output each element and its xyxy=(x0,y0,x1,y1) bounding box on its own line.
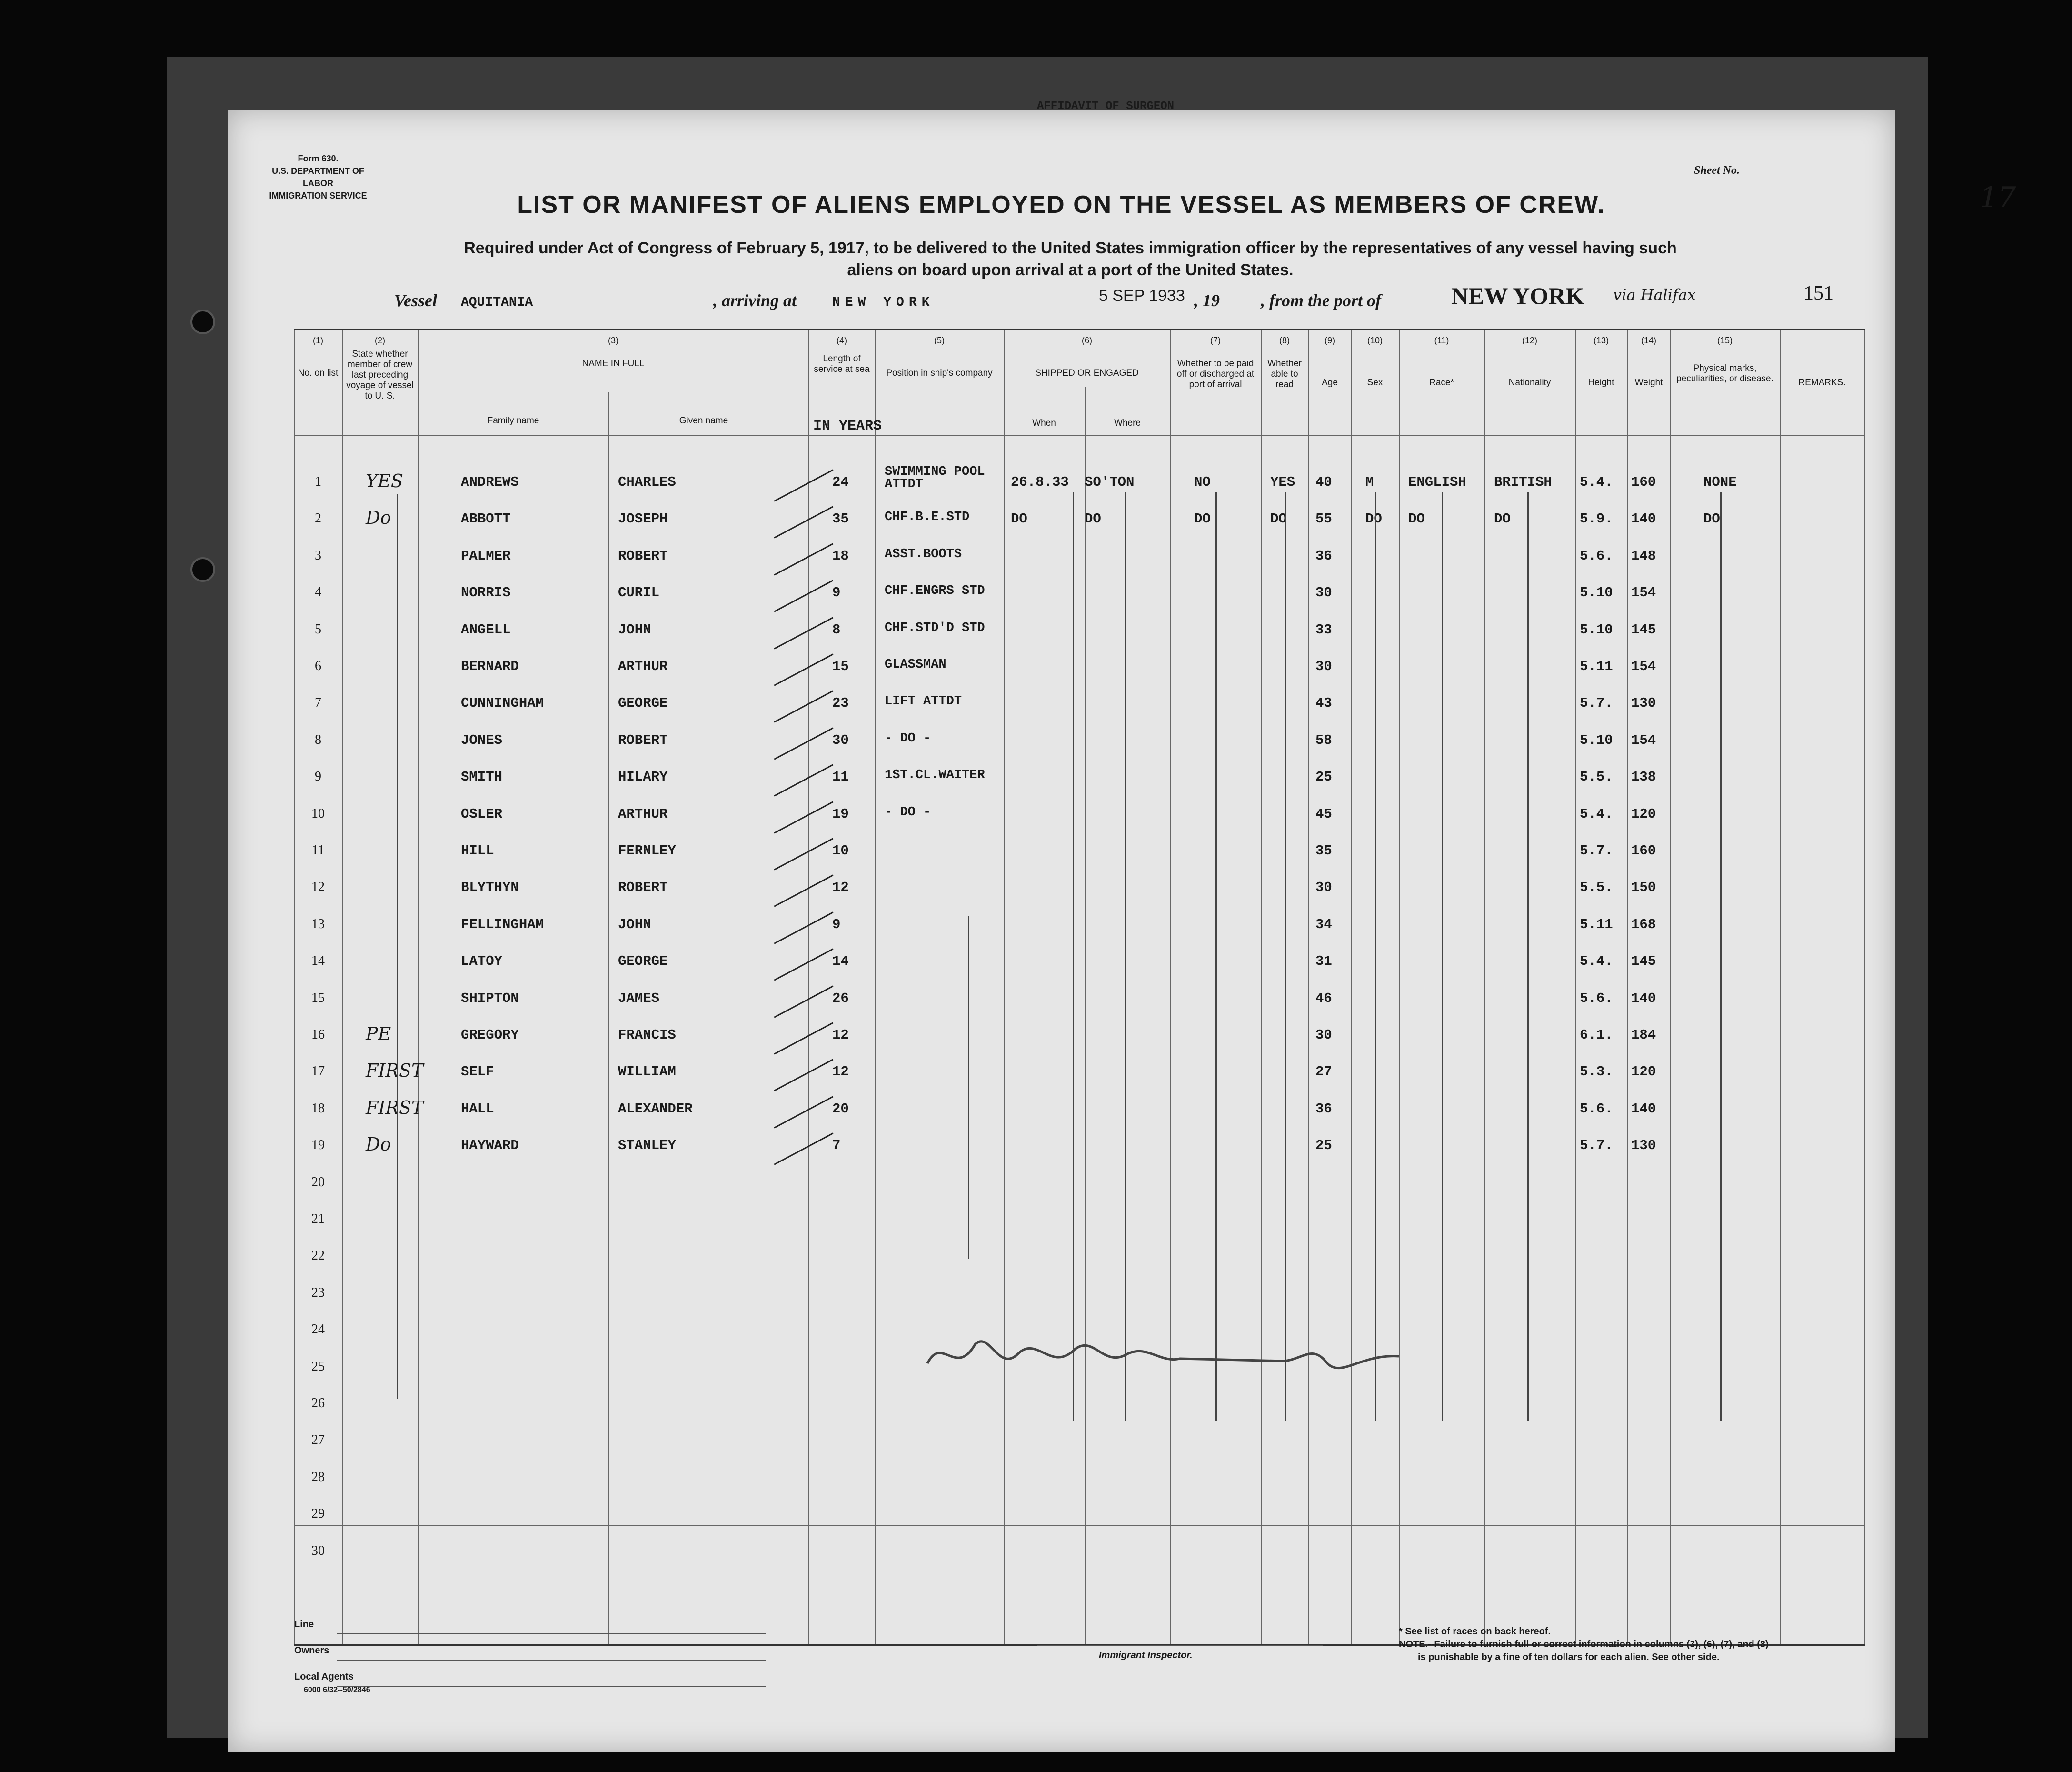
service-years: 14 xyxy=(832,953,849,970)
shipped-where: DO xyxy=(1085,511,1101,527)
row-number: 16 xyxy=(311,1027,325,1042)
check-stroke xyxy=(774,543,833,575)
height: 5.10 xyxy=(1580,621,1613,638)
service-years: 15 xyxy=(832,659,849,674)
ditto-line xyxy=(1442,492,1443,1421)
col-header-service: Length of service at sea xyxy=(814,354,870,374)
row-number: 2 xyxy=(315,511,321,526)
empty-row-number: 20 xyxy=(311,1174,325,1190)
ditto-line xyxy=(1285,492,1286,1421)
colnum-13: (13) xyxy=(1593,336,1609,345)
colnum-5: (5) xyxy=(934,336,945,345)
col-header-marks: Physical marks, peculiarities, or disease. xyxy=(1676,363,1773,384)
col-header-no: No. on list xyxy=(298,368,339,378)
weight: 120 xyxy=(1631,806,1656,822)
form-service: IMMIGRATION SERVICE xyxy=(269,191,367,200)
service-years: 30 xyxy=(832,732,849,748)
col-line xyxy=(1399,330,1400,1644)
age: 35 xyxy=(1315,843,1332,859)
col-header-family: Family name xyxy=(487,416,539,426)
footer-note-fine: is punishable by a fine of ten dollars for each alien. See other side. xyxy=(1418,1652,1720,1662)
row-number: 18 xyxy=(311,1101,325,1116)
footer-agents-label: Local Agents xyxy=(294,1672,354,1682)
footer-print-code: 6000 6/32--50/2846 xyxy=(304,1686,370,1694)
inspector-signature xyxy=(923,1325,1399,1392)
shipped-when: DO xyxy=(1011,511,1027,527)
given-name: ROBERT xyxy=(618,880,668,896)
from-port-stamp: NEW YORK xyxy=(1451,282,1584,309)
col-line xyxy=(418,330,419,1644)
col-header-prev-voyage: State whether member of crew last preceding voyage of vessel to U. S. xyxy=(346,349,414,401)
row-number: 4 xyxy=(315,585,321,600)
via-handwritten: via Halifax xyxy=(1613,286,1696,304)
footer-rule xyxy=(337,1686,766,1687)
paid-off: DO xyxy=(1194,511,1211,527)
check-stroke xyxy=(774,1133,833,1165)
height: 5.6. xyxy=(1580,990,1613,1006)
age: 45 xyxy=(1315,806,1332,822)
service-years: 19 xyxy=(832,806,849,822)
row-number: 7 xyxy=(315,695,321,711)
footer-line-label: Line xyxy=(294,1619,314,1630)
family-name: PALMER xyxy=(461,548,511,564)
ditto-line xyxy=(1215,492,1217,1421)
age: 30 xyxy=(1315,880,1332,896)
family-name: OSLER xyxy=(461,806,503,822)
family-name: CUNNINGHAM xyxy=(461,695,544,711)
col-header-paid-off: Whether to be paid off or discharged at port of arrival xyxy=(1176,359,1255,390)
empty-row-number: 30 xyxy=(311,1543,325,1558)
age: 33 xyxy=(1315,621,1332,638)
stamp-number: 151 xyxy=(1803,282,1833,304)
family-name: LATOY xyxy=(461,953,503,970)
year-label: , 19 xyxy=(1194,291,1220,310)
col-line xyxy=(875,330,876,1644)
sex: M xyxy=(1365,474,1374,490)
col-line xyxy=(1484,330,1485,1644)
given-name: JAMES xyxy=(618,990,660,1006)
sex: DO xyxy=(1365,511,1382,527)
given-name: STANLEY xyxy=(618,1138,676,1154)
family-name: JONES xyxy=(461,732,503,748)
col-line xyxy=(1575,330,1576,1644)
vessel-label: Vessel xyxy=(394,291,437,310)
position: LIFT ATTDT xyxy=(885,694,962,709)
weight: 130 xyxy=(1631,695,1656,711)
position: CHF.STD'D STD xyxy=(885,621,985,635)
age: 27 xyxy=(1315,1064,1332,1080)
row-number: 10 xyxy=(311,806,325,821)
row-number: 1 xyxy=(315,474,321,489)
colnum-7: (7) xyxy=(1210,336,1221,345)
col-line xyxy=(1864,330,1865,1644)
col-line xyxy=(1085,387,1086,1644)
col-header-position: Position in ship's company xyxy=(886,368,993,378)
col-line xyxy=(1308,330,1309,1644)
col-line xyxy=(808,330,809,1644)
check-stroke xyxy=(774,949,833,981)
footer-owners-label: Owners xyxy=(294,1645,329,1656)
footer-note-failure: NOTE.--Failure to furnish full or correct information in columns (3), (6), (7), and (8) xyxy=(1399,1639,1769,1650)
given-name: JOSEPH xyxy=(618,511,668,527)
given-name: JOHN xyxy=(618,916,651,932)
weight: 140 xyxy=(1631,1101,1656,1117)
given-name: FERNLEY xyxy=(618,843,676,859)
physical-marks: NONE xyxy=(1703,474,1737,490)
shipped-when: 26.8.33 xyxy=(1011,474,1069,490)
empty-row-number: 21 xyxy=(311,1211,325,1226)
manifest-sheet xyxy=(228,100,2016,1752)
previous-voyage: FIRST xyxy=(366,1097,424,1118)
given-name: GEORGE xyxy=(618,695,668,711)
check-stroke xyxy=(774,764,833,797)
col-line xyxy=(1351,330,1352,1644)
check-stroke xyxy=(774,985,833,1018)
punch-hole xyxy=(190,557,215,582)
shipped-where: SO'TON xyxy=(1085,474,1135,490)
empty-row-number: 29 xyxy=(311,1506,325,1522)
family-name: SELF xyxy=(461,1064,494,1080)
col-line xyxy=(1670,330,1671,1644)
previous-voyage: PE xyxy=(366,1023,391,1044)
age: 31 xyxy=(1315,953,1332,970)
age: 36 xyxy=(1315,1101,1332,1117)
arrival-date-stamp: 5 SEP 1933 xyxy=(1099,287,1185,305)
weight: 168 xyxy=(1631,916,1656,932)
family-name: BERNARD xyxy=(461,659,519,674)
row-number: 13 xyxy=(311,916,325,931)
service-years: 18 xyxy=(832,548,849,564)
age: 30 xyxy=(1315,585,1332,601)
race: DO xyxy=(1408,511,1425,527)
footer-inspector-label: Immigrant Inspector. xyxy=(1099,1650,1193,1661)
form-department: U.S. DEPARTMENT OF LABOR xyxy=(272,166,364,188)
age: 34 xyxy=(1315,916,1332,932)
ditto-line xyxy=(1125,492,1126,1421)
col-header-read: Whether able to read xyxy=(1267,359,1302,390)
given-name: ARTHUR xyxy=(618,659,668,674)
colnum-9: (9) xyxy=(1325,336,1335,345)
height: 6.1. xyxy=(1580,1027,1613,1043)
empty-row-number: 27 xyxy=(311,1432,325,1448)
family-name: ANGELL xyxy=(461,621,511,638)
position: SWIMMING POOL ATTDT xyxy=(885,465,985,491)
previous-voyage: Do xyxy=(366,1134,391,1155)
row-number: 11 xyxy=(311,843,325,858)
col-header-height: Height xyxy=(1588,378,1614,388)
colnum-6: (6) xyxy=(1082,336,1092,345)
colnum-8: (8) xyxy=(1279,336,1290,345)
footer-note-races: * See list of races on back hereof. xyxy=(1399,1626,1551,1637)
weight: 150 xyxy=(1631,880,1656,896)
height: 5.7. xyxy=(1580,1138,1613,1154)
weight: 154 xyxy=(1631,732,1656,748)
check-stroke xyxy=(774,1096,833,1128)
race: ENGLISH xyxy=(1408,474,1466,490)
ditto-line xyxy=(1720,492,1722,1421)
check-stroke xyxy=(774,691,833,723)
family-name: HILL xyxy=(461,843,494,859)
service-years: 23 xyxy=(832,695,849,711)
service-years: 9 xyxy=(832,916,841,932)
height: 5.6. xyxy=(1580,548,1613,564)
height: 5.11 xyxy=(1580,659,1613,674)
height: 5.5. xyxy=(1580,769,1613,785)
sheet-label: Sheet No. xyxy=(1694,164,1740,177)
position: ASST.BOOTS xyxy=(885,547,962,561)
colnum-10: (10) xyxy=(1367,336,1383,345)
family-name: HAYWARD xyxy=(461,1138,519,1154)
age: 46 xyxy=(1315,990,1332,1006)
page-title: LIST OR MANIFEST OF ALIENS EMPLOYED ON THE VESSEL AS MEMBERS OF CREW. xyxy=(517,191,1605,219)
check-stroke xyxy=(774,875,833,907)
height: 5.7. xyxy=(1580,695,1613,711)
ditto-line xyxy=(968,916,969,1259)
family-name: BLYTHYN xyxy=(461,880,519,896)
height: 5.6. xyxy=(1580,1101,1613,1117)
col-line xyxy=(1780,330,1781,1644)
col-header-unit: IN YEARS xyxy=(813,418,882,434)
service-years: 20 xyxy=(832,1101,849,1117)
age: 58 xyxy=(1315,732,1332,748)
empty-row-number: 28 xyxy=(311,1469,325,1484)
able-to-read: YES xyxy=(1270,474,1295,490)
row-number: 12 xyxy=(311,880,325,895)
previous-voyage: Do xyxy=(366,507,391,529)
row-number: 5 xyxy=(315,621,321,637)
col-header-sex: Sex xyxy=(1367,378,1383,388)
empty-row-number: 26 xyxy=(311,1396,325,1411)
check-stroke xyxy=(774,1022,833,1054)
family-name: FELLINGHAM xyxy=(461,916,544,932)
position: CHF.B.E.STD xyxy=(885,510,970,525)
able-to-read: DO xyxy=(1270,511,1287,527)
service-years: 35 xyxy=(832,511,849,527)
physical-marks: DO xyxy=(1703,511,1720,527)
footer-rule xyxy=(337,1660,766,1661)
col-header-where: Where xyxy=(1114,418,1141,428)
ditto-line xyxy=(397,494,398,1399)
family-name: ABBOTT xyxy=(461,511,511,527)
row-number: 6 xyxy=(315,659,321,673)
age: 36 xyxy=(1315,548,1332,564)
row-number: 8 xyxy=(315,732,321,747)
height: 5.9. xyxy=(1580,511,1613,527)
weight: 130 xyxy=(1631,1138,1656,1154)
given-name: CURIL xyxy=(618,585,660,601)
check-stroke xyxy=(774,911,833,944)
row-number: 17 xyxy=(311,1064,325,1079)
height: 5.11 xyxy=(1580,916,1613,932)
service-years: 12 xyxy=(832,880,849,896)
previous-voyage: YES xyxy=(366,471,403,491)
col-header-race: Race* xyxy=(1429,378,1454,388)
col-header-weight: Weight xyxy=(1634,378,1663,388)
service-years: 12 xyxy=(832,1064,849,1080)
given-name: ARTHUR xyxy=(618,806,668,822)
weight: 154 xyxy=(1631,659,1656,674)
ditto-line xyxy=(1527,492,1529,1421)
colnum-12: (12) xyxy=(1522,336,1537,345)
service-years: 26 xyxy=(832,990,849,1006)
weight: 140 xyxy=(1631,990,1656,1006)
height: 5.5. xyxy=(1580,880,1613,896)
service-years: 12 xyxy=(832,1027,849,1043)
vessel-name: AQUITANIA xyxy=(461,295,533,310)
given-name: HILARY xyxy=(618,769,668,785)
check-stroke xyxy=(774,801,833,833)
colnum-14: (14) xyxy=(1641,336,1656,345)
height: 5.7. xyxy=(1580,843,1613,859)
col-header-when: When xyxy=(1032,418,1056,428)
check-stroke xyxy=(774,727,833,760)
colnum-1: (1) xyxy=(313,336,323,345)
given-name: GEORGE xyxy=(618,953,668,970)
col-line xyxy=(1170,330,1171,1644)
height: 5.4. xyxy=(1580,806,1613,822)
age: 30 xyxy=(1315,1027,1332,1043)
paid-off: NO xyxy=(1194,474,1211,490)
previous-voyage: FIRST xyxy=(366,1060,424,1081)
service-years: 8 xyxy=(832,621,841,638)
check-stroke xyxy=(774,580,833,612)
arriving-label: , arriving at xyxy=(713,291,797,310)
height: 5.10 xyxy=(1580,732,1613,748)
given-name: FRANCIS xyxy=(618,1027,676,1043)
given-name: ROBERT xyxy=(618,548,668,564)
empty-row-number: 24 xyxy=(311,1322,325,1337)
age: 55 xyxy=(1315,511,1332,527)
family-name: GREGORY xyxy=(461,1027,519,1043)
row-number: 3 xyxy=(315,548,321,563)
height: 5.4. xyxy=(1580,474,1613,490)
row-number: 9 xyxy=(315,769,321,784)
colnum-15: (15) xyxy=(1717,336,1733,345)
col-line xyxy=(1627,330,1628,1644)
position: - DO - xyxy=(885,805,931,820)
punch-hole xyxy=(190,310,215,334)
given-name: CHARLES xyxy=(618,474,676,490)
family-name: ANDREWS xyxy=(461,474,519,490)
given-name: ALEXANDER xyxy=(618,1101,693,1117)
sheet-number: 17 xyxy=(1980,181,2016,214)
subtitle-line-2: aliens on board upon arrival at a port of the United States. xyxy=(847,261,1294,279)
col-header-given: Given name xyxy=(679,416,728,426)
check-stroke xyxy=(774,506,833,539)
col-line xyxy=(294,330,295,1644)
from-port-label: , from the port of xyxy=(1261,291,1382,310)
given-name: WILLIAM xyxy=(618,1064,676,1080)
given-name: JOHN xyxy=(618,621,651,638)
subtitle-line-1: Required under Act of Congress of February 5, 1917, to be delivered to the United States immigration officer by the representatives of any vessel having such xyxy=(464,239,1677,257)
row-number: 15 xyxy=(311,990,325,1005)
weight: 140 xyxy=(1631,511,1656,527)
age: 25 xyxy=(1315,1138,1332,1154)
empty-row-number: 22 xyxy=(311,1248,325,1263)
col-header-age: Age xyxy=(1322,378,1338,388)
height: 5.3. xyxy=(1580,1064,1613,1080)
nationality: BRITISH xyxy=(1494,474,1552,490)
given-name: ROBERT xyxy=(618,732,668,748)
weight: 160 xyxy=(1631,474,1656,490)
colnum-3: (3) xyxy=(608,336,618,345)
weight: 184 xyxy=(1631,1027,1656,1043)
age: 40 xyxy=(1315,474,1332,490)
weight: 138 xyxy=(1631,769,1656,785)
height: 5.10 xyxy=(1580,585,1613,601)
height: 5.4. xyxy=(1580,953,1613,970)
form-number: Form 630. xyxy=(298,154,339,163)
col-line xyxy=(1004,330,1005,1644)
footer-divider xyxy=(294,1525,1865,1526)
position: 1ST.CL.WAITER xyxy=(885,768,985,783)
colnum-4: (4) xyxy=(837,336,847,345)
family-name: SMITH xyxy=(461,769,503,785)
service-years: 11 xyxy=(832,769,849,785)
weight: 160 xyxy=(1631,843,1656,859)
check-stroke xyxy=(774,838,833,870)
col-header-nationality: Nationality xyxy=(1508,378,1551,388)
row-number: 14 xyxy=(311,953,325,969)
colnum-2: (2) xyxy=(375,336,385,345)
ditto-line xyxy=(1073,492,1074,1421)
weight: 145 xyxy=(1631,621,1656,638)
position: CHF.ENGRS STD xyxy=(885,584,985,599)
col-header-remarks: REMARKS. xyxy=(1798,378,1846,388)
service-years: 10 xyxy=(832,843,849,859)
service-years: 7 xyxy=(832,1138,841,1154)
inspector-rule xyxy=(1037,1645,1323,1646)
check-stroke xyxy=(774,617,833,649)
check-stroke xyxy=(774,653,833,686)
col-header-shipped: SHIPPED OR ENGAGED xyxy=(1035,368,1139,378)
crew-table xyxy=(294,329,1865,1646)
check-stroke xyxy=(774,1059,833,1091)
col-line xyxy=(1261,330,1262,1644)
col-line xyxy=(342,330,343,1644)
footer-rule xyxy=(337,1633,766,1634)
arriving-port: NEW YORK xyxy=(832,295,935,310)
check-stroke xyxy=(774,469,833,501)
age: 30 xyxy=(1315,659,1332,674)
service-years: 24 xyxy=(832,474,849,490)
age: 25 xyxy=(1315,769,1332,785)
header-divider xyxy=(294,435,1865,436)
ditto-line xyxy=(1375,492,1376,1421)
row-number: 19 xyxy=(311,1138,325,1153)
empty-row-number: 25 xyxy=(311,1359,325,1374)
nationality: DO xyxy=(1494,511,1511,527)
weight: 120 xyxy=(1631,1064,1656,1080)
position: GLASSMAN xyxy=(885,658,946,672)
weight: 145 xyxy=(1631,953,1656,970)
family-name: NORRIS xyxy=(461,585,511,601)
family-name: SHIPTON xyxy=(461,990,519,1006)
col-line xyxy=(608,392,609,1644)
age: 43 xyxy=(1315,695,1332,711)
family-name: HALL xyxy=(461,1101,494,1117)
colnum-11: (11) xyxy=(1434,336,1449,345)
top-stamp: AFFIDAVIT OF SURGEON xyxy=(1037,100,1175,113)
position: - DO - xyxy=(885,731,931,746)
service-years: 9 xyxy=(832,585,841,601)
col-header-name: NAME IN FULL xyxy=(582,359,645,369)
weight: 148 xyxy=(1631,548,1656,564)
empty-row-number: 23 xyxy=(311,1285,325,1300)
weight: 154 xyxy=(1631,585,1656,601)
